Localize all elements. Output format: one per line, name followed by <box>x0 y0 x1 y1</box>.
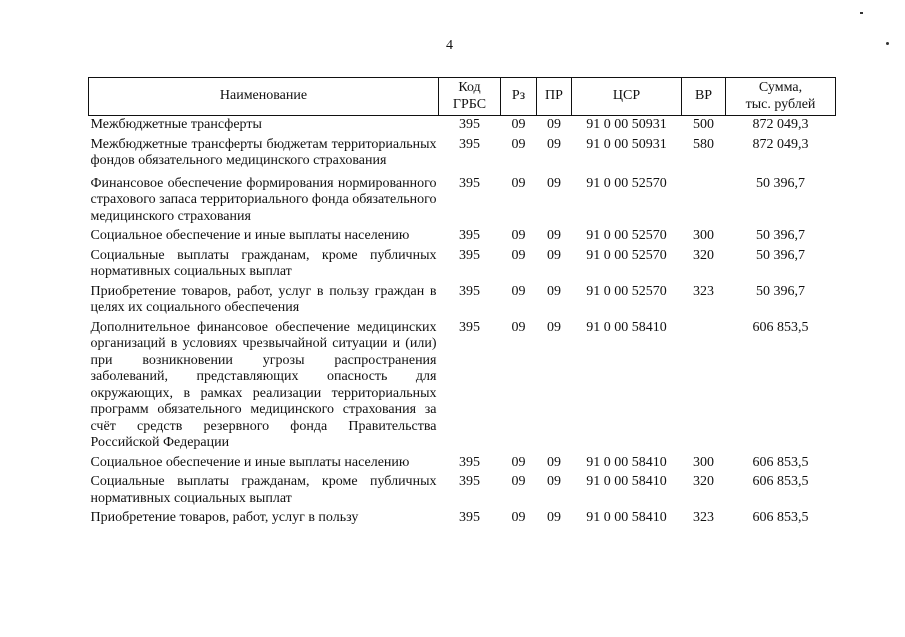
row-rz: 09 <box>511 136 526 152</box>
header-sum-line2: тыс. рублей <box>745 96 816 112</box>
row-csr: 91 0 00 52570 <box>586 247 667 263</box>
row-csr: 91 0 00 52570 <box>586 228 667 243</box>
row-vr: 323 <box>693 283 714 299</box>
row-name: Финансовое обеспечение формирования нормированного страхового запаса территориального фонда обязательного медицинского страхования <box>90 175 437 224</box>
header-grbs-line1: Код <box>458 80 481 95</box>
row-grbs: 395 <box>459 283 480 299</box>
header-rz: Рз <box>501 78 537 116</box>
row-sum: 50 396,7 <box>756 283 805 299</box>
row-vr: 580 <box>693 136 714 152</box>
row-vr: 320 <box>693 247 714 263</box>
budget-table <box>88 77 836 529</box>
table-row <box>89 172 836 228</box>
row-grbs: 395 <box>459 136 480 152</box>
row-name: Межбюджетные трансферты бюджетам территориальных фондов обязательного медицинского страхования <box>90 136 437 168</box>
row-sum: 50 396,7 <box>756 175 805 191</box>
row-name: Приобретение товаров, работ, услуг в пользу граждан в целях их социального обеспечения <box>90 283 437 315</box>
row-grbs: 395 <box>459 474 480 489</box>
row-rz: 09 <box>511 454 526 470</box>
row-grbs: 395 <box>459 454 480 470</box>
row-name: Социальное обеспечение и иные выплаты населению <box>90 454 410 470</box>
row-sum: 50 396,7 <box>756 247 805 263</box>
row-name: Межбюджетные трансферты <box>90 117 262 132</box>
row-grbs: 395 <box>459 247 480 263</box>
row-pr: 09 <box>547 117 561 132</box>
row-rz: 09 <box>511 117 526 132</box>
row-csr: 91 0 00 58410 <box>586 454 667 470</box>
row-grbs: 395 <box>459 228 480 243</box>
row-rz: 09 <box>511 175 526 191</box>
table-row <box>89 136 836 172</box>
table-row <box>89 227 836 247</box>
table-row <box>89 247 836 283</box>
row-vr: 320 <box>693 474 714 489</box>
row-grbs: 395 <box>459 117 480 132</box>
row-pr: 09 <box>547 175 561 191</box>
table-row <box>89 283 836 319</box>
table-row <box>89 319 836 454</box>
row-rz: 09 <box>511 510 526 525</box>
header-sum <box>726 78 836 116</box>
row-sum: 606 853,5 <box>752 454 809 470</box>
row-grbs: 395 <box>459 175 480 191</box>
row-csr: 91 0 00 58410 <box>586 510 667 525</box>
row-csr: 91 0 00 58410 <box>586 319 667 335</box>
row-sum: 872 049,3 <box>752 117 809 132</box>
scan-speck <box>886 42 889 45</box>
table-row <box>89 454 836 474</box>
row-name: Социальное обеспечение и иные выплаты населению <box>90 228 410 243</box>
row-csr: 91 0 00 50931 <box>586 136 667 152</box>
header-grbs <box>439 78 501 116</box>
row-grbs: 395 <box>459 319 480 335</box>
header-pr: ПР <box>537 78 572 116</box>
row-pr: 09 <box>547 454 561 470</box>
row-rz: 09 <box>511 247 526 263</box>
row-pr: 09 <box>547 474 561 489</box>
row-rz: 09 <box>511 283 526 299</box>
row-pr: 09 <box>547 247 561 263</box>
row-pr: 09 <box>547 136 561 152</box>
row-vr <box>682 319 726 454</box>
row-csr: 91 0 00 52570 <box>586 175 667 191</box>
row-csr: 91 0 00 50931 <box>586 117 667 132</box>
row-name: Социальные выплаты гражданам, кроме публичных нормативных социальных выплат <box>90 474 437 506</box>
header-vr: ВР <box>682 78 726 116</box>
row-csr: 91 0 00 58410 <box>586 474 667 489</box>
row-vr: 300 <box>693 228 714 243</box>
row-pr: 09 <box>547 228 561 243</box>
header-grbs-line2: ГРБС <box>452 96 487 112</box>
row-pr: 09 <box>547 283 561 299</box>
row-pr: 09 <box>547 510 561 525</box>
row-rz: 09 <box>511 319 526 335</box>
row-grbs: 395 <box>459 510 480 525</box>
row-name: Приобретение товаров, работ, услуг в пользу <box>90 510 359 525</box>
row-name: Социальные выплаты гражданам, кроме публичных нормативных социальных выплат <box>90 247 437 279</box>
header-name: Наименование <box>89 78 439 116</box>
row-sum: 50 396,7 <box>756 228 805 243</box>
header-sum-line1: Сумма, <box>758 80 803 95</box>
table-row <box>89 509 836 529</box>
row-sum: 606 853,5 <box>752 319 809 335</box>
row-vr: 500 <box>693 117 714 132</box>
row-vr: 323 <box>693 510 714 525</box>
table-header-row <box>89 78 836 116</box>
row-rz: 09 <box>511 228 526 243</box>
row-csr: 91 0 00 52570 <box>586 283 667 299</box>
row-name: Дополнительное финансовое обеспечение медицинских организаций в условиях чрезвычайной ситуации и (или) при возникновении угрозы распространения заболеваний, представляющих опасность для окружающих, в рамках реализации территориальных программ обязательного медицинского страхования за счёт средств резервного фонда Правительства Российской Федерации <box>90 319 437 450</box>
row-sum: 872 049,3 <box>752 136 809 152</box>
scan-speck <box>860 12 863 14</box>
row-sum: 606 853,5 <box>752 474 809 489</box>
table-row <box>89 473 836 509</box>
row-sum: 606 853,5 <box>752 510 809 525</box>
row-vr <box>682 172 726 228</box>
page-number: 4 <box>446 38 453 53</box>
row-vr: 300 <box>693 454 714 470</box>
row-rz: 09 <box>511 474 526 489</box>
table-row <box>89 116 836 136</box>
row-pr: 09 <box>547 319 561 335</box>
header-csr: ЦСР <box>572 78 682 116</box>
